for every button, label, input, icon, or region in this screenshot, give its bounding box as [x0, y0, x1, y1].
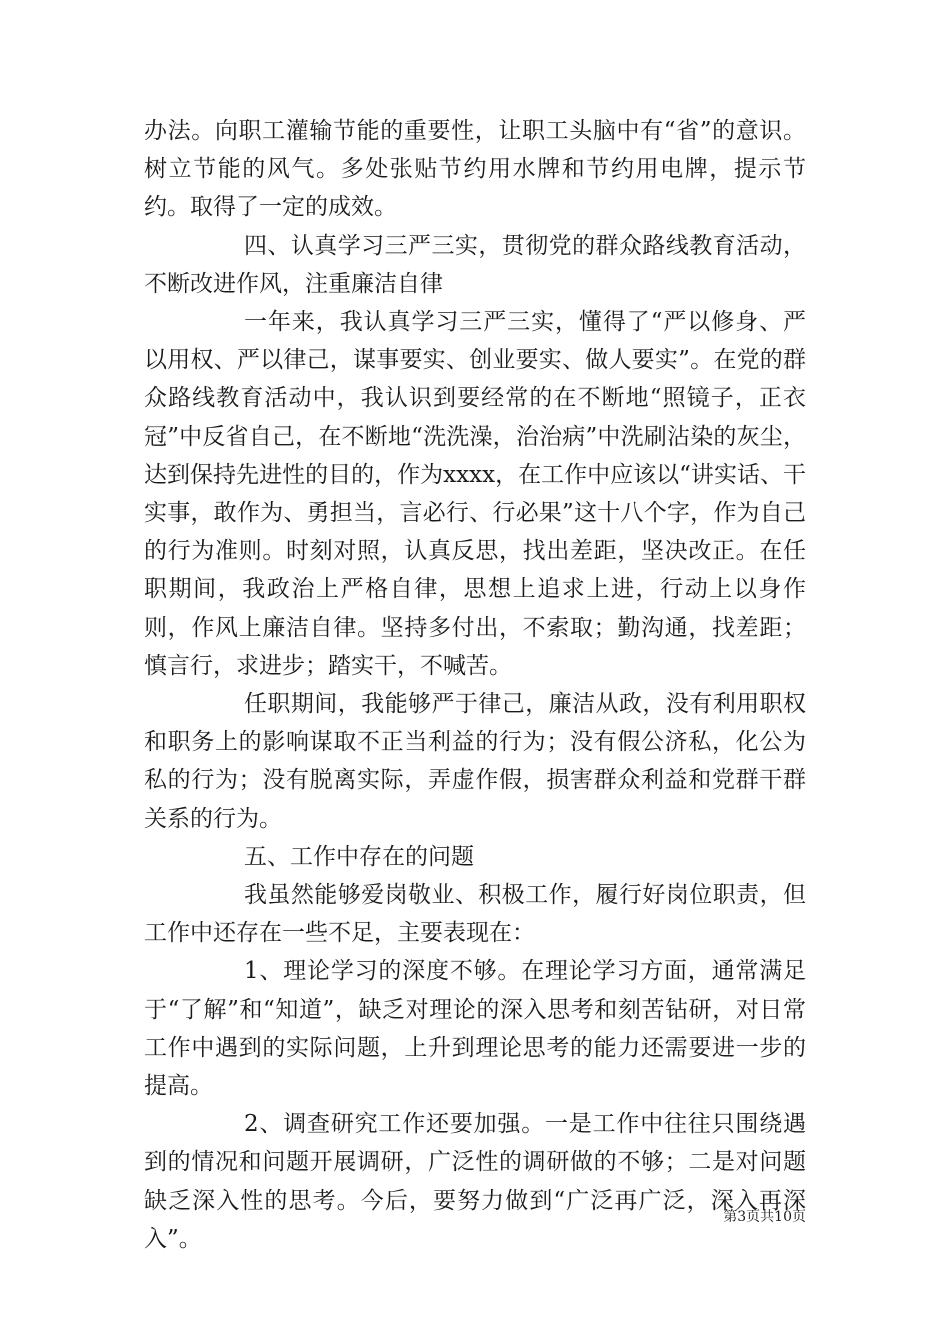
paragraph-issue-two: 2、调查研究工作还要加强。一是工作中往往只围绕遇到的情况和问题开展调研，广泛性的调研做的不够；二是对问题缺乏深入性的思考。今后，要努力做到“广泛再广泛，深入再深入”。 — [144, 1111, 806, 1252]
paragraph-integrity: 任职期间，我能够严于律己，廉洁从政，没有利用职权和职务上的影响谋取不正当利益的行为；没有假公济私，化公为私的行为；没有脱离实际，弄虚作假，损害群众利益和党群干群关系的行为。 — [144, 691, 806, 832]
paragraph-three-stricts: 一年来，我认真学习三严三实，懂得了“严以修身、严以用权、严以律己，谋事要实、创业要实、做人要实”。在党的群众路线教育活动中，我认识到要经常的在不断地“照镜子，正衣冠”中反省自己，在不断地“洗洗澡，治治病”中洗刷沾染的灰尘，达到保持先进性的目的，作为xxxx，在工作中应该以“讲实话、干实事，敢作为、勇担当，言必行、行必果”这十八个字，作为自己的行为准则。时刻对照，认真反思，找出差距，坚决改正。在任职期间，我政治上严格自律，思想上追求上进，行动上以身作则，作风上廉洁自律。坚持多付出，不索取；勤沟通，找差距；慎言行，求进步；踏实干，不喊苦。 — [144, 309, 806, 679]
section-heading-five: 五、工作中存在的问题 — [244, 843, 474, 870]
document-body — [144, 112, 806, 1258]
section-heading-four: 四、认真学习三严三实，贯彻党的群众路线教育活动，不断改进作风，注重廉洁自律 — [144, 232, 806, 297]
page-number-footer: 第3页共10页 — [723, 1209, 806, 1225]
paragraph-shortcomings-intro: 我虽然能够爱岗敬业、积极工作，履行好岗位职责，但工作中还存在一些不足，主要表现在： — [144, 882, 806, 947]
paragraph-issue-one: 1、理论学习的深度不够。在理论学习方面，通常满足于“了解”和“知道”，缺乏对理论的深入思考和刻苦钻研，对日常工作中遇到的实际问题，上升到理论思考的能力还需要进一步的提高。 — [144, 958, 806, 1100]
paragraph-energy-saving: 办法。向职工灌输节能的重要性，让职工头脑中有“省”的意识。树立节能的风气。多处张贴节约用水牌和节约用电牌，提示节约。取得了一定的成效。 — [144, 118, 806, 221]
